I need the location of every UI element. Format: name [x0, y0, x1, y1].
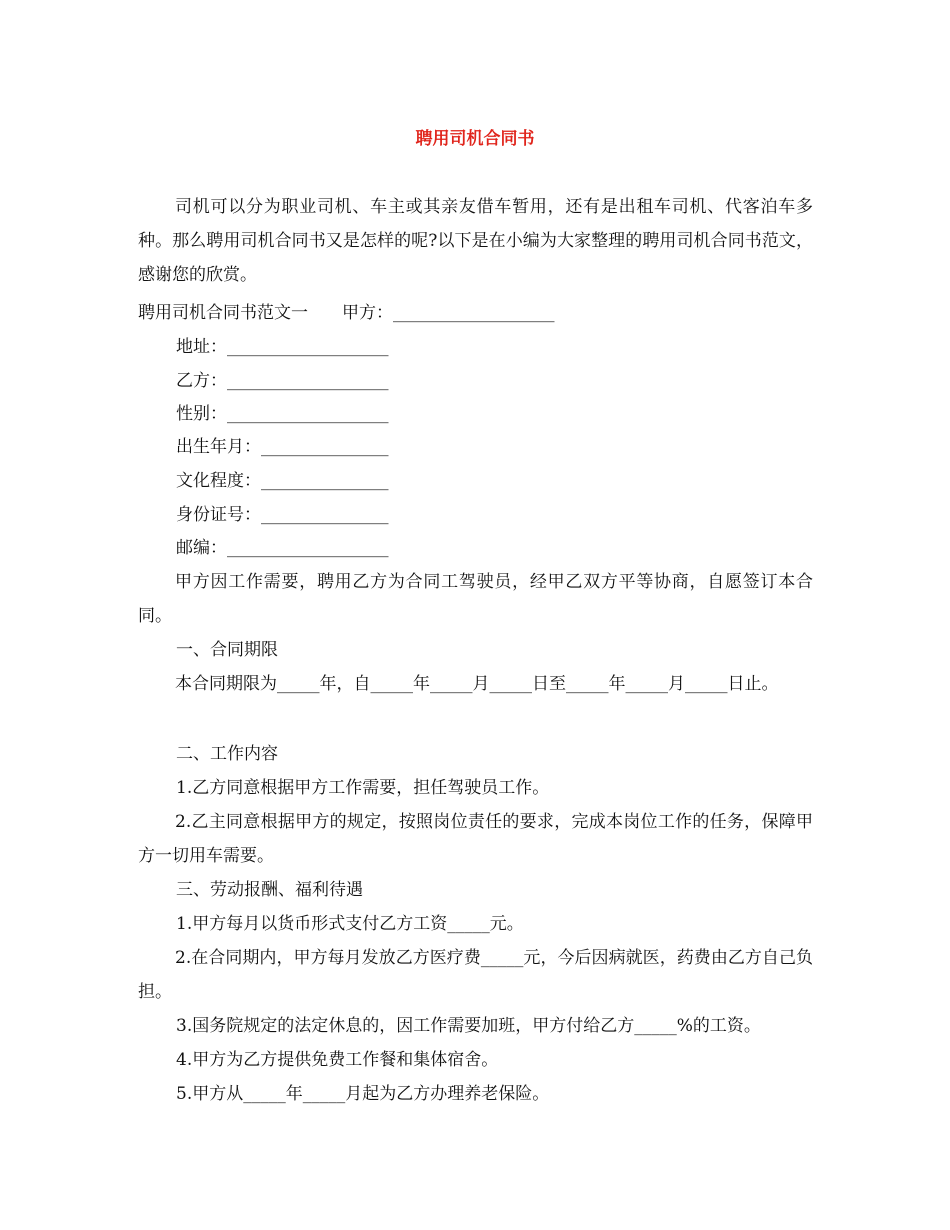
- clause1-body: 本合同期限为_____年，自_____年_____月_____日至_____年_____月_____日止。: [175, 674, 779, 694]
- field-birth-date: 出生年月：_______________: [176, 437, 389, 457]
- clause1-heading: 一、合同期限: [176, 640, 278, 660]
- field-id-number: 身份证号：_______________: [176, 505, 389, 525]
- field-postcode: 邮编：___________________: [176, 538, 389, 558]
- field-education: 文化程度：_______________: [176, 471, 389, 491]
- field-gender: 性别：___________________: [176, 404, 389, 424]
- document-title: 聘用司机合同书: [415, 129, 535, 149]
- preamble-paragraph: 甲方因工作需要，聘用乙方为合同工驾驶员，经甲乙双方平等协商，自愿签订本合同。: [138, 572, 813, 626]
- clause3-item5: 5.甲方从_____年_____月起为乙方办理养老保险。: [176, 1084, 550, 1104]
- clause2-heading: 二、工作内容: [176, 744, 278, 764]
- clause3-item1: 1.甲方每月以货币形式支付乙方工资_____元。: [176, 914, 524, 934]
- section-label: 聘用司机合同书范文一 甲方：___________________: [138, 303, 555, 323]
- field-party-b: 乙方：___________________: [176, 371, 389, 391]
- clause3-item3: 3.国务院规定的法定休息的，因工作需要加班，甲方付给乙方_____%的工资。: [176, 1016, 761, 1036]
- clause3-item2: 2.在合同期内，甲方每月发放乙方医疗费_____元，今后因病就医，药费由乙方自己负担。: [138, 948, 813, 1002]
- clause2-item2: 2.乙主同意根据甲方的规定，按照岗位责任的要求，完成本岗位工作的任务，保障甲方一切用车需要。: [138, 812, 813, 866]
- intro-paragraph: 司机可以分为职业司机、车主或其亲友借车暂用，还有是出租车司机、代客泊车多种。那么聘用司机合同书又是怎样的呢?以下是在小编为大家整理的聘用司机合同书范文，感谢您的欣赏。: [138, 197, 813, 285]
- clause3-heading: 三、劳动报酬、福利待遇: [176, 880, 363, 900]
- field-address: 地址：___________________: [176, 337, 389, 357]
- clause3-item4: 4.甲方为乙方提供免费工作餐和集体宿舍。: [176, 1050, 499, 1070]
- clause2-item1: 1.乙方同意根据甲方工作需要，担任驾驶员工作。: [176, 778, 550, 798]
